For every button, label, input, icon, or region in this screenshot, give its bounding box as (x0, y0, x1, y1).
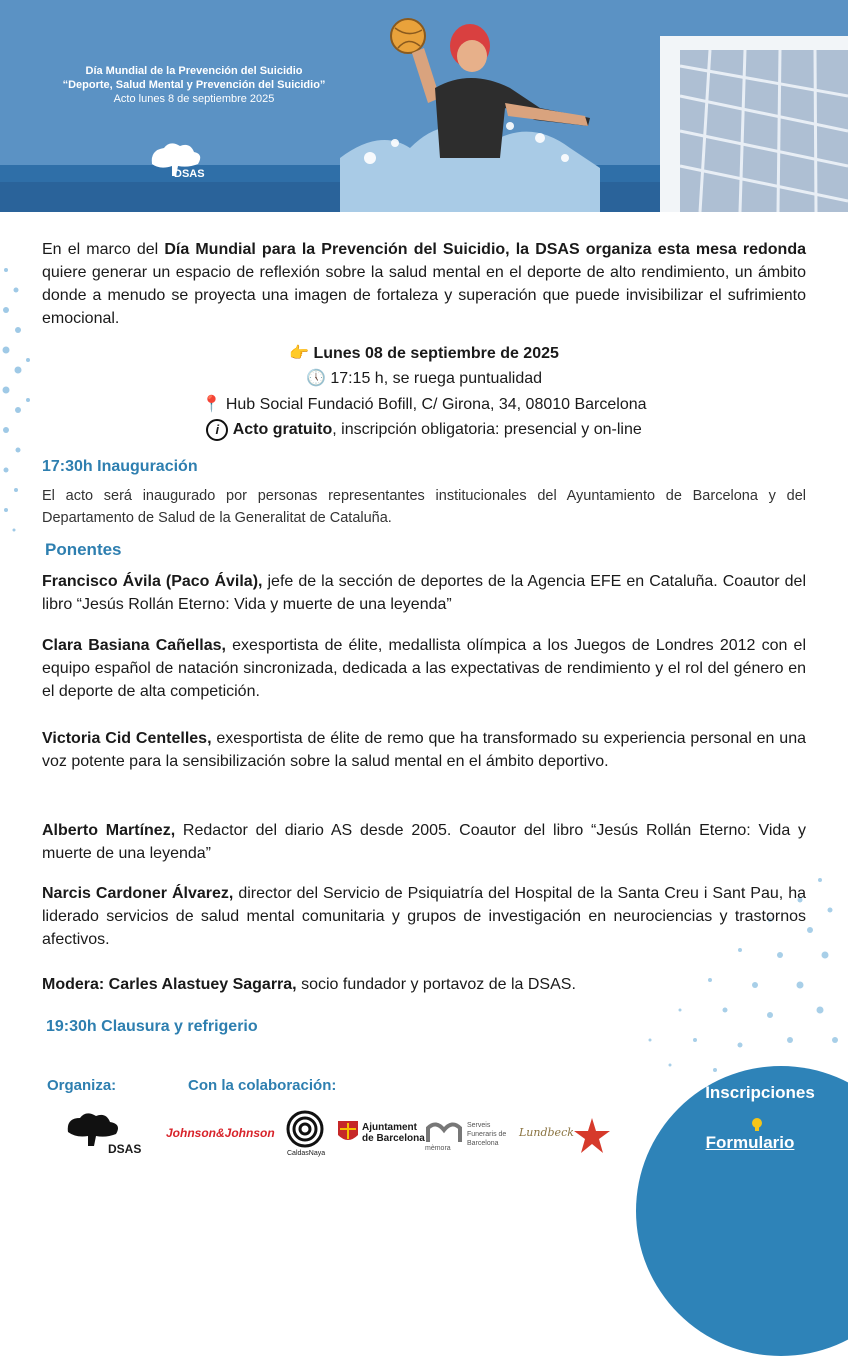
event-time: 17:15 h, se ruega puntualidad (330, 370, 543, 387)
event-place: Hub Social Fundació Bofill, C/ Girona, 34, 08010 Barcelona (225, 396, 647, 413)
pointing-hand-icon: 👉 (289, 345, 309, 362)
event-free-line (0, 417, 848, 442)
banner-title (44, 64, 344, 106)
banner-logo-text: DSAS (174, 168, 205, 180)
registration-circle (636, 1066, 848, 1356)
speakers-heading: Ponentes (45, 540, 122, 559)
moderator-name: Modera: Carles Alastuey Sagarra, (42, 976, 297, 993)
event-date: Lunes 08 de septiembre de 2025 (313, 345, 559, 362)
serveis-line2: Funeraris de (467, 1131, 507, 1138)
intro-paragraph (42, 238, 806, 330)
speaker-name: Alberto Martínez, (42, 822, 176, 839)
moderator (42, 973, 806, 996)
colaboracion-label: Con la colaboración: (188, 1077, 337, 1094)
speaker-name: Clara Basiana Cañellas, (42, 637, 226, 654)
pin-icon: 📍 (201, 396, 222, 413)
inscripciones-label: Inscripciones (705, 1083, 815, 1102)
intro-text-b: quiere generar un espacio de reflexión sobre la salud mental en el deporte de alto rendimiento, un ámbito donde a menudo se proyecta una imagen de fortaleza y superación que puede invisibilizar el sufrimiento emocional. (42, 264, 806, 327)
organiza-label: Organiza: (47, 1077, 117, 1094)
lightbulb-icon (751, 1118, 763, 1132)
banner-title-line3: Acto lunes 8 de septiembre 2025 (113, 93, 275, 105)
starfish-icon (572, 1116, 612, 1156)
speaker-desc: jefe de la sección de deportes de la Agencia EFE en Cataluña. Coautor del libro “Jesús Rollán Eterno: Vida y muerte de una leyenda” (42, 573, 807, 613)
intro-text-a: En el marco del (42, 241, 165, 258)
speaker-item (42, 819, 806, 865)
speaker-desc: exesportista de élite, medallista olímpica a los Juegos de Londres 2012 con el equipo español de natación sincronizada, dedicada a las expectativas de rendimiento y el rol del género en el deporte de alta competición. (42, 637, 806, 700)
clock-icon: 🕔 (305, 370, 326, 387)
speaker-item (42, 882, 806, 951)
speaker-desc: exesportista de élite de remo que ha transformado su experiencia personal en una voz potente para la sensibilización sobre la salud mental en el ámbito deportivo. (42, 730, 806, 770)
memora-m-icon (426, 1122, 462, 1144)
caldas-logo-text: CaldasNaya (287, 1150, 326, 1157)
ajuntament-line1: Ajuntament (362, 1122, 417, 1133)
speaker-name: Francisco Ávila (Paco Ávila), (42, 573, 263, 590)
speaker-item (42, 727, 806, 773)
goal-net-icon (660, 36, 848, 212)
barcelona-shield-icon (338, 1121, 358, 1145)
ajuntament-logo (362, 1122, 425, 1144)
speaker-name: Narcis Cardoner Álvarez, (42, 885, 234, 902)
event-free-bold: Acto gratuito (232, 421, 333, 438)
closing-heading: 19:30h Clausura y refrigerio (46, 1018, 258, 1035)
lundbeck-logo: Lundbeck (519, 1126, 574, 1139)
inauguration-text: El acto será inaugurado por personas representantes institucionales del Ayuntamiento de Barcelona y del Departamento de Salud de la Generalitat de Cataluña. (42, 488, 806, 526)
speaker-item (42, 634, 806, 703)
intro-bold: Día Mundial para la Prevención del Suicidio, la DSAS organiza esta mesa redonda (164, 241, 806, 258)
ajuntament-line2: de Barcelona (362, 1133, 425, 1144)
speaker-desc: director del Servicio de Psiquiatría del Hospital de la Santa Creu i Sant Pau, ha liderado servicios de salud mental comunitaria y grupos de investigación en neurociencias y trastornos afectivos. (42, 885, 806, 948)
moderator-desc: socio fundador y portavoz de la DSAS. (296, 976, 576, 993)
org-logo-text: DSAS (108, 1142, 142, 1156)
banner-title-line2: “Deporte, Salud Mental y Prevención del Suicidio” (62, 79, 326, 91)
banner-title-line1: Día Mundial de la Prevención del Suicidio (85, 65, 303, 77)
header-banner (0, 0, 848, 212)
speaker-name: Victoria Cid Centelles, (42, 730, 212, 747)
serveis-line3: Barcelona (467, 1140, 499, 1147)
speaker-item (42, 570, 806, 616)
formulario-link[interactable]: Formulario (705, 1133, 795, 1152)
event-place-line (0, 392, 848, 417)
serveis-logo (467, 1121, 506, 1148)
jj-logo: Johnson&Johnson (166, 1126, 275, 1140)
info-icon: i (206, 419, 228, 441)
serveis-line1: Serveis (467, 1122, 491, 1129)
caldasnaya-spiral-icon (286, 1110, 324, 1148)
event-free-rest: , inscripción obligatoria: presencial y on-line (332, 421, 642, 438)
memora-logo-text: mèmora (425, 1145, 451, 1152)
speaker-desc: Redactor del diario AS desde 2005. Coautor del libro “Jesús Rollán Eterno: Vida y muerte de una leyenda” (42, 822, 806, 862)
event-time-line (0, 366, 848, 391)
water-polo-player-illustration (340, 8, 600, 212)
event-date-line (0, 341, 848, 366)
inauguration-heading: 17:30h Inauguración (42, 458, 198, 475)
